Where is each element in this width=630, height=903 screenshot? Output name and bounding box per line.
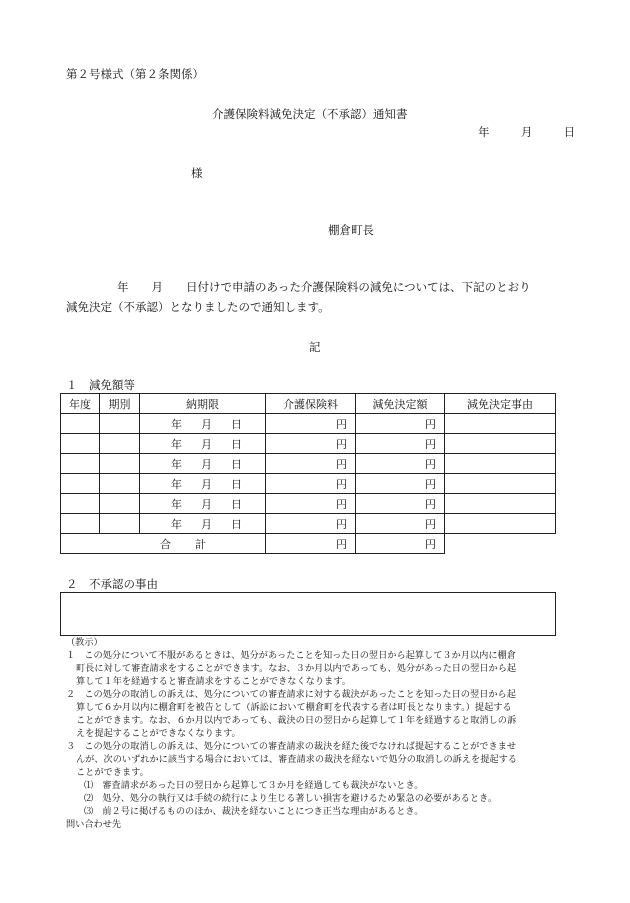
cell-year <box>61 454 100 474</box>
cell-premium: 円 <box>266 454 356 474</box>
notice-subitem: ⑴ 審査請求があった日の翌日から起算して３か月を経過しても裁決がないとき。 <box>84 780 424 791</box>
cell-year <box>61 434 100 454</box>
table-row <box>61 434 556 454</box>
cell-reason <box>445 514 556 534</box>
total-empty <box>445 534 556 554</box>
cell-reason <box>445 474 556 494</box>
section1-heading: １ 減免額等 <box>66 378 135 392</box>
header-period: 期別 <box>100 394 140 414</box>
total-premium: 円 <box>266 534 356 554</box>
notice-block <box>66 636 517 831</box>
cell-reduction: 円 <box>356 454 445 474</box>
total-label: 合 計 <box>61 534 266 554</box>
cell-premium: 円 <box>266 514 356 534</box>
header-due-date: 納期限 <box>140 394 266 414</box>
cell-period <box>100 414 140 434</box>
cell-reduction: 円 <box>356 414 445 434</box>
reduction-table <box>60 393 556 554</box>
table-row <box>61 514 556 534</box>
table-row <box>61 454 556 474</box>
cell-period <box>100 434 140 454</box>
notice-line: ことができます。なお、６か月以内であっても、裁決の日の翌日から起算して１年を経過すると取消しの訴 <box>76 715 517 726</box>
document-title: 介護保険料減免決定（不承認）通知書 <box>212 107 408 121</box>
cell-premium: 円 <box>266 414 356 434</box>
notice-line: 町長に対して審査請求をすることができます。なお、３か月以内であっても、処分があった日の翌日から起 <box>76 663 517 674</box>
notice-line: えを提起することができなくなります。 <box>76 728 241 739</box>
table-row <box>61 494 556 514</box>
cell-due-date: 年 月 日 <box>140 434 266 454</box>
cell-period <box>100 514 140 534</box>
table-row <box>61 414 556 434</box>
cell-period <box>100 454 140 474</box>
cell-reduction: 円 <box>356 514 445 534</box>
notice-line: 算して６か月以内に棚倉町を被告として（訴訟において棚倉町を代表する者は町長となります。）提起する <box>76 702 512 713</box>
cell-reduction: 円 <box>356 474 445 494</box>
notice-line: １ この処分について不服があるときは、処分があったことを知った日の翌日から起算して３か月以内に棚倉 <box>66 650 516 661</box>
notice-subitem: ⑵ 処分、処分の執行又は手続の続行により生じる著しい損害を避けるため緊急の必要があるとき。 <box>84 793 498 804</box>
cell-reason <box>445 454 556 474</box>
rejection-reason-box <box>60 592 556 636</box>
cell-premium: 円 <box>266 474 356 494</box>
cell-reason <box>445 494 556 514</box>
cell-due-date: 年 月 日 <box>140 494 266 514</box>
notice-subitem: ⑶ 前２号に掲げるもののほか、裁決を経ないことにつき正当な理由があるとき。 <box>84 806 424 817</box>
addressee-suffix: 様 <box>191 166 203 180</box>
date-year: 年 <box>478 125 490 139</box>
table-total-row <box>61 534 556 554</box>
body-line-2: 減免決定（不承認）となりましたので通知します。 <box>66 300 330 314</box>
notice-line: ことができます。 <box>76 767 149 778</box>
header-premium: 介護保険料 <box>266 394 356 414</box>
notice-line: ３ この処分の取消しの訴えは、処分についての審査請求の裁決を経た後でなければ提起することができませ <box>66 741 517 752</box>
cell-period <box>100 474 140 494</box>
body-line-1: 年 月 日付けで申請のあった介護保険料の減免については、下記のとおり <box>117 280 531 294</box>
notice-line: んが、次のいずれかに該当する場合においては、審査請求の裁決を経ないで処分の取消しの訴えを提起する <box>76 754 517 765</box>
cell-period <box>100 494 140 514</box>
cell-reduction: 円 <box>356 434 445 454</box>
cell-due-date: 年 月 日 <box>140 414 266 434</box>
table-header-row <box>61 394 556 414</box>
cell-reduction: 円 <box>356 494 445 514</box>
cell-due-date: 年 月 日 <box>140 454 266 474</box>
header-reduction: 減免決定額 <box>356 394 445 414</box>
cell-reason <box>445 414 556 434</box>
cell-reason <box>445 434 556 454</box>
cell-year <box>61 514 100 534</box>
ki-mark: 記 <box>309 340 321 354</box>
date-month: 月 <box>520 125 533 139</box>
header-reason: 減免決定事由 <box>445 394 556 414</box>
issuer: 棚倉町長 <box>328 223 374 237</box>
cell-premium: 円 <box>266 494 356 514</box>
cell-year <box>61 414 100 434</box>
date-day: 日 <box>563 125 576 139</box>
form-number: 第２号様式（第２条関係） <box>66 67 204 81</box>
total-reduction: 円 <box>356 534 445 554</box>
date-line <box>478 124 575 140</box>
notice-heading: （教示） <box>66 637 103 648</box>
table-row <box>61 474 556 494</box>
inquiry-label: 問い合わせ先 <box>66 819 122 830</box>
cell-premium: 円 <box>266 434 356 454</box>
cell-due-date: 年 月 日 <box>140 474 266 494</box>
cell-year <box>61 494 100 514</box>
notice-line: ２ この処分の取消しの訴えは、処分についての審査請求に対する裁決があったことを知った日の翌日から起 <box>66 689 516 700</box>
cell-year <box>61 474 100 494</box>
header-year: 年度 <box>61 394 100 414</box>
cell-due-date: 年 月 日 <box>140 514 266 534</box>
notice-line: 算して１年を経過すると審査請求をすることができなくなります。 <box>76 676 351 687</box>
section2-heading: ２ 不承認の事由 <box>66 577 158 591</box>
